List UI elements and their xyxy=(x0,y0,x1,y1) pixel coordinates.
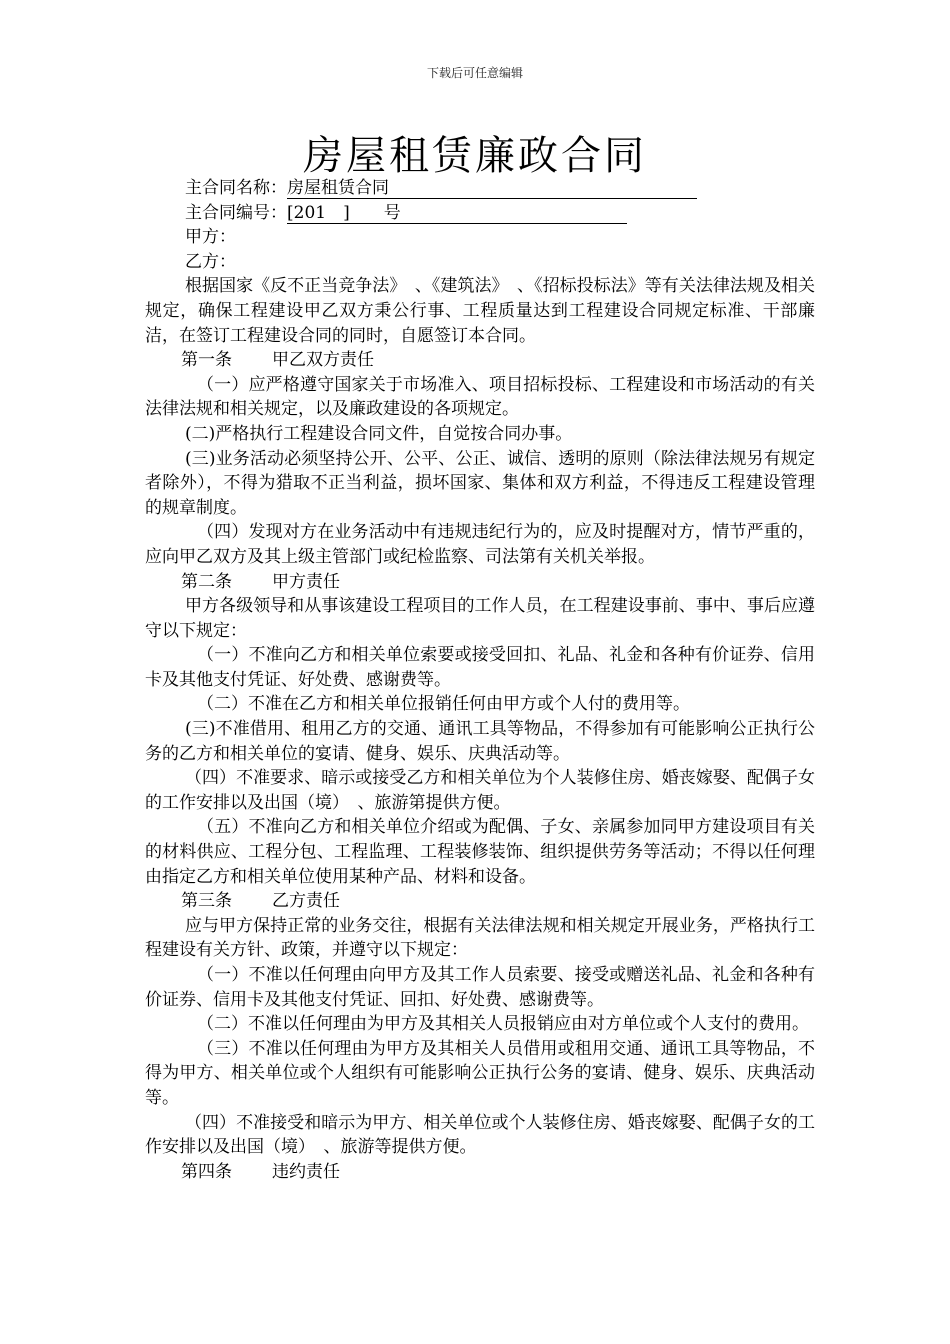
main-contract-number-row xyxy=(145,201,815,226)
contract-body xyxy=(145,176,815,1184)
article-number: 第一条 xyxy=(181,350,232,371)
article-heading xyxy=(145,348,815,373)
clause-item: （二）不准以任何理由为甲方及其相关人员报销应由对方单位或个人支付的费用。 xyxy=(197,1014,809,1035)
article-number: 第三条 xyxy=(181,891,232,912)
clause-item: （二）不准在乙方和相关单位报销任何由甲方或个人付的费用等。 xyxy=(197,694,690,715)
clause-item: （一）不准以任何理由向甲方及其工作人员索要、接受或赠送礼品、礼金和各种有价证券、信用卡及其他支付凭证、回扣、好处费、感谢费等。 xyxy=(145,965,815,1010)
article-heading xyxy=(145,570,815,595)
clause-item: (三)业务活动必须坚持公开、公平、公正、诚信、透明的原则（除法律法规另有规定者除外），不得为猎取不正当利益，损坏国家、集体和双方利益，不得违反工程建设管理的规章制度。 xyxy=(145,448,815,518)
article-title: 甲方责任 xyxy=(272,571,340,592)
article-title: 甲乙双方责任 xyxy=(272,350,374,371)
article-heading xyxy=(145,1160,815,1185)
article-number: 第二条 xyxy=(181,571,232,592)
header-note: 下载后可任意编辑 xyxy=(426,66,523,80)
article-intro: 甲方各级领导和从事该建设工程项目的工作人员，在工程建设事前、事中、事后应遵守以下规定： xyxy=(145,596,815,641)
clause-item: （一）不准向乙方和相关单位索要或接受回扣、礼品、礼金和各种有价证券、信用卡及其他支付凭证、好处费、感谢费等。 xyxy=(145,645,815,690)
article-heading xyxy=(145,889,815,914)
intro-paragraph: 根据国家《反不正当竞争法》 、《建筑法》 、《招标投标法》等有关法律法规及相关规定，确保工程建设甲乙双方秉公行事、工程质量达到工程建设合同规定标准、干部廉洁，在签订工程建设合同的同时，自愿签订本合同。 xyxy=(145,276,815,346)
document-title: 房屋租赁廉政合同 xyxy=(303,133,647,179)
clause-item: （三）不准以任何理由为甲方及其相关人员借用或租用交通、通讯工具等物品，不得为甲方、相关单位或个人组织有可能影响公正执行公务的宴请、健身、娱乐、庆典活动等。 xyxy=(145,1038,815,1108)
article-number: 第四条 xyxy=(181,1161,232,1182)
main-contract-name-label: 主合同名称： xyxy=(185,178,287,198)
main-contract-name-row xyxy=(145,176,815,201)
article-title: 乙方责任 xyxy=(272,891,340,912)
article-title: 违约责任 xyxy=(272,1161,340,1182)
clause-item: （四）发现对方在业务活动中有违规违纪行为的，应及时提醒对方，情节严重的，应向甲乙双方及其上级主管部门或纪检监察、司法第有关机关举报。 xyxy=(145,522,815,567)
clause-item: （五）不准向乙方和相关单位介绍或为配偶、子女、亲属参加同甲方建设项目有关的材料供应、工程分包、工程监理、工程装修装饰、组织提供劳务等活动；不得以任何理由指定乙方和相关单位使用某种产品、材料和设备。 xyxy=(145,817,815,887)
clause-item: （四）不准要求、暗示或接受乙方和相关单位为个人装修住房、婚丧嫁娶、配偶子女的工作安排以及出国（境） 、旅游第提供方便。 xyxy=(145,768,815,813)
clause-item: （一）应严格遵守国家关于市场准入、项目招标投标、工程建设和市场活动的有关法律法规和相关规定，以及廉政建设的各项规定。 xyxy=(145,374,815,420)
clause-item: (三)不准借用、租用乙方的交通、通讯工具等物品，不得参加有可能影响公正执行公务的乙方和相关单位的宴请、健身、娱乐、庆典活动等。 xyxy=(145,719,815,764)
clause-item: (二)严格执行工程建设合同文件，自觉按合同办事。 xyxy=(185,423,573,444)
party-a-label: 甲方： xyxy=(185,227,236,248)
party-b-label: 乙方： xyxy=(185,251,236,272)
article-intro: 应与甲方保持正常的业务交往，根据有关法律法规和相关规定开展业务，严格执行工程建设有关方针、政策，并遵守以下规定： xyxy=(145,915,815,961)
main-contract-number-label: 主合同编号： xyxy=(185,202,287,223)
main-contract-name-value: 房屋租赁合同 xyxy=(287,178,697,199)
main-contract-number-value: [201 ] 号 xyxy=(287,203,627,224)
clause-item: （四）不准接受和暗示为甲方、相关单位或个人装修住房、婚丧嫁娶、配偶子女的工作安排以及出国（境） 、旅游等提供方便。 xyxy=(145,1112,815,1158)
